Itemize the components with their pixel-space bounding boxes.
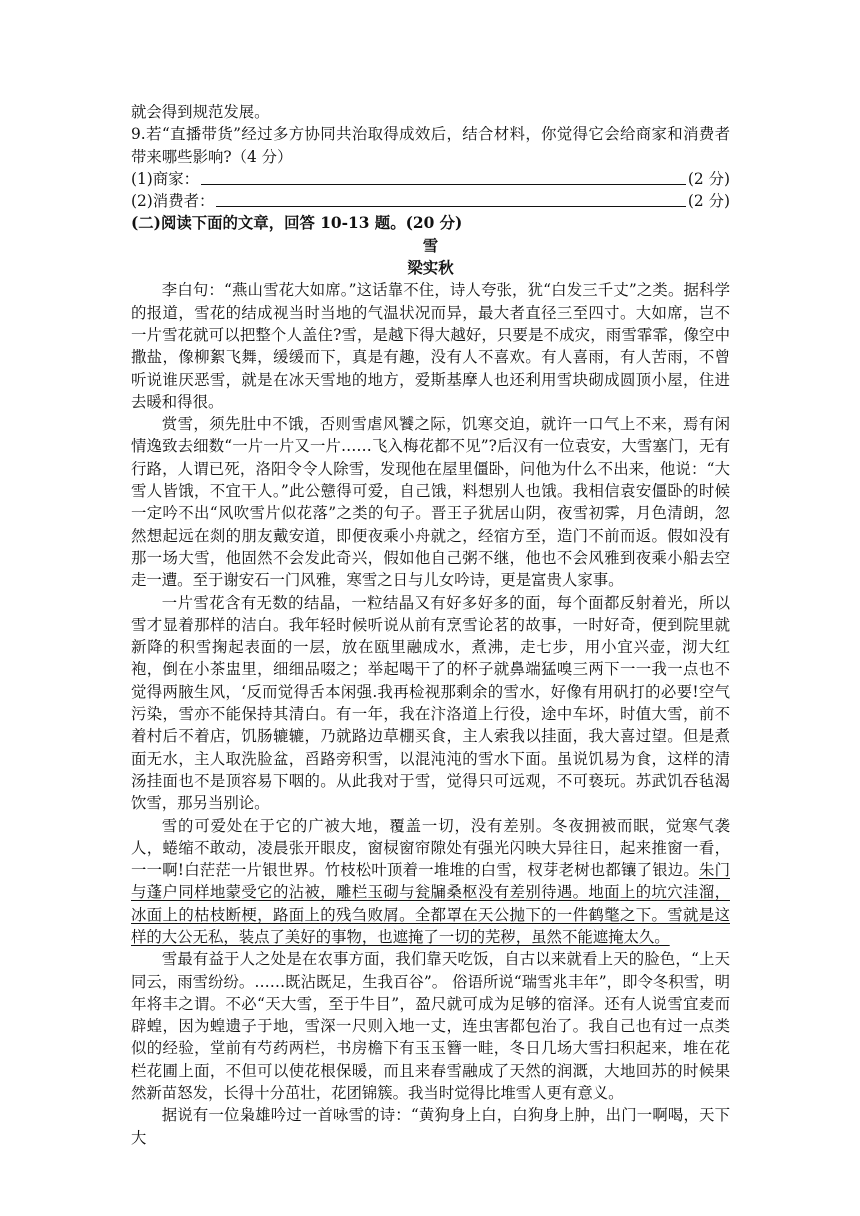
merchant-answer-blank[interactable] — [201, 183, 686, 185]
section-heading: (二)阅读下面的文章，回答 10-13 题。(20 分) — [131, 214, 463, 233]
paragraph-2: 赏雪，须先肚中不饿，否则雪虐风饕之际，饥寒交迫，就许一口气上不来，焉有闲情逸致去细数“一片一片又一片……飞入梅花都不见”?后汉有一位袁安，大雪塞门，无有行路，人谓已死，洛阳令令人除雪，发现他在屋里僵卧，问他为什么不出来，他说：“大雪人皆饿，不宜干人。”此公戆得可爱，自己饿，料想别人也饿。我相信袁安僵卧的时候一定吟不出“风吹雪片似花落”之类的句子。晋王子犹居山阴，夜雪初霁，月色清朗，忽然想起远在剡的朋友戴安道，即便夜乘小舟就之，经宿方至，造门不前而返。假如没有那一场大雪，他固然不会发此奇兴，假如他自己粥不继，他也不会风雅到夜乘小船去空走一遭。至于谢安石一门风雅，寒雪之日与儿女吟诗，更是富贵人家事。 — [131, 415, 730, 590]
paragraph-4-text: 雪的可爱处在于它的广被大地，覆盖一切，没有差别。冬夜拥被而眠，觉寒气袭人，蜷缩不敢动，凌晨张开眼皮，窗棂窗帘隙处有强光闪映大异往日，起来推窗一看，一一啊!白茫茫一片银世界。竹枝松叶顶着一堆堆的白雪，杈芽老树也都镶了银边。 — [131, 816, 730, 880]
paragraph-1: 李白句：“燕山雪花大如席。”这话靠不住，诗人夸张，犹“白发三千丈”之类。据科学的报道，雪花的结成视当时当地的气温状况而异，最大者直径三至四寸。大如席，岂不一片雪花就可以把整个人盖住?雪，是越下得大越好，只要是不成灾，雨雪霏霏，像空中撒盐，像柳絮飞舞，缓缓而下，真是有趣，没有人不喜欢。有人喜雨，有人苦雨，不曾听说谁厌恶雪，就是在冰天雪地的地方，爱斯基摩人也还利用雪块砌成圆顶小屋，住进去暖和得很。 — [131, 281, 730, 411]
question-9: 9.若“直播带货”经过多方协同共治取得成效后，结合材料，你觉得它会给商家和消费者带来哪些影响?（4 分） — [131, 125, 730, 166]
paragraph-5: 雪最有益于人之处是在农事方面，我们靠天吃饭，自古以来就看上天的脸色，“上天同云，雨雪纷纷。……既沾既足，生我百谷”。 俗语所说“瑞雪兆丰年”，即令冬积雪，明年将丰之谓。不必“天大雪，至于牛目”，盈尺就可成为足够的宿泽。还有人说雪宜麦而辟蝗，因为蝗遗子于地，雪深一尺则入地一丈，连虫害都包治了。我自己也有过一点类似的经验，堂前有芍药两栏，书房檐下有玉玉簪一畦，冬日几场大雪扫积起来，堆在花栏花圃上面，不但可以使花根保暖，而且来春雪融成了天然的润溉，大地回苏的时候果然新苗怒发，长得十分茁壮，花团锦簇。我当时觉得比堆雪人更有意义。 — [131, 950, 730, 1103]
consumer-answer-line — [131, 190, 730, 212]
merchant-label: (1)商家： — [131, 169, 199, 188]
consumer-label: (2)消费者： — [131, 192, 215, 211]
paragraph-4 — [131, 815, 730, 949]
merchant-answer-line — [131, 168, 730, 190]
merchant-points: (2 分) — [687, 169, 730, 188]
article-author: 梁实秋 — [407, 259, 454, 278]
article-title: 雪 — [422, 236, 439, 255]
underlined-passage: 朱门与蓬户同样地蒙受它的沾被，雕栏玉砌与瓮牖桑枢没有差别待遇。地面上的坑穴洼溜，冰面上的枯枝断梗，路面上的残刍败屑。全都罩在天公抛下的一件鹤氅之下。雪就是这样的大公无私，装点了美好的事物，也遮掩了一切的芜秽，虽然不能遮掩太久。 — [131, 861, 730, 946]
carryover-line: 就会得到规范发展。 — [131, 103, 270, 121]
consumer-answer-blank[interactable] — [216, 205, 686, 207]
paragraph-3: 一片雪花含有无数的结晶，一粒结晶又有好多好多的面，每个面都反射着光，所以雪才显着那样的洁白。我年轻时候听说从前有烹雪论茗的故事，一时好奇，便到院里就新降的积雪掬起表面的一层，放在瓯里融成水，煮沸，走七步，用小宜兴壶，沏大红袍，倒在小茶盅里，细细品啜之；举起喝干了的杯子就鼻端猛嗅三两下一一我一点也不觉得两腋生风，‘反而觉得舌本闲强.我再检视那剩余的雪水，好像有用矾打的必要!空气污染，雪亦不能保持其清白。有一年，我在汴洛道上行役，途中车坏，时值大雪，前不着村后不着店，饥肠辘辘，乃就路边草棚买食，主人索我以挂面，我大喜过望。但是煮面无水，主人取洗脸盆，舀路旁积雪，以混沌沌的雪水下面。虽说饥易为食，这样的清汤挂面也不是顶容易下咽的。从此我对于雪，觉得只可远观，不可亵玩。苏武饥吞毡渴饮雪，那另当别论。 — [131, 593, 730, 813]
page-content — [131, 101, 730, 1149]
paragraph-6: 据说有一位枭雄吟过一首咏雪的诗：“黄狗身上白，白狗身上肿，出门一啊喝，天下大 — [131, 1106, 730, 1147]
consumer-points: (2 分) — [687, 192, 730, 211]
